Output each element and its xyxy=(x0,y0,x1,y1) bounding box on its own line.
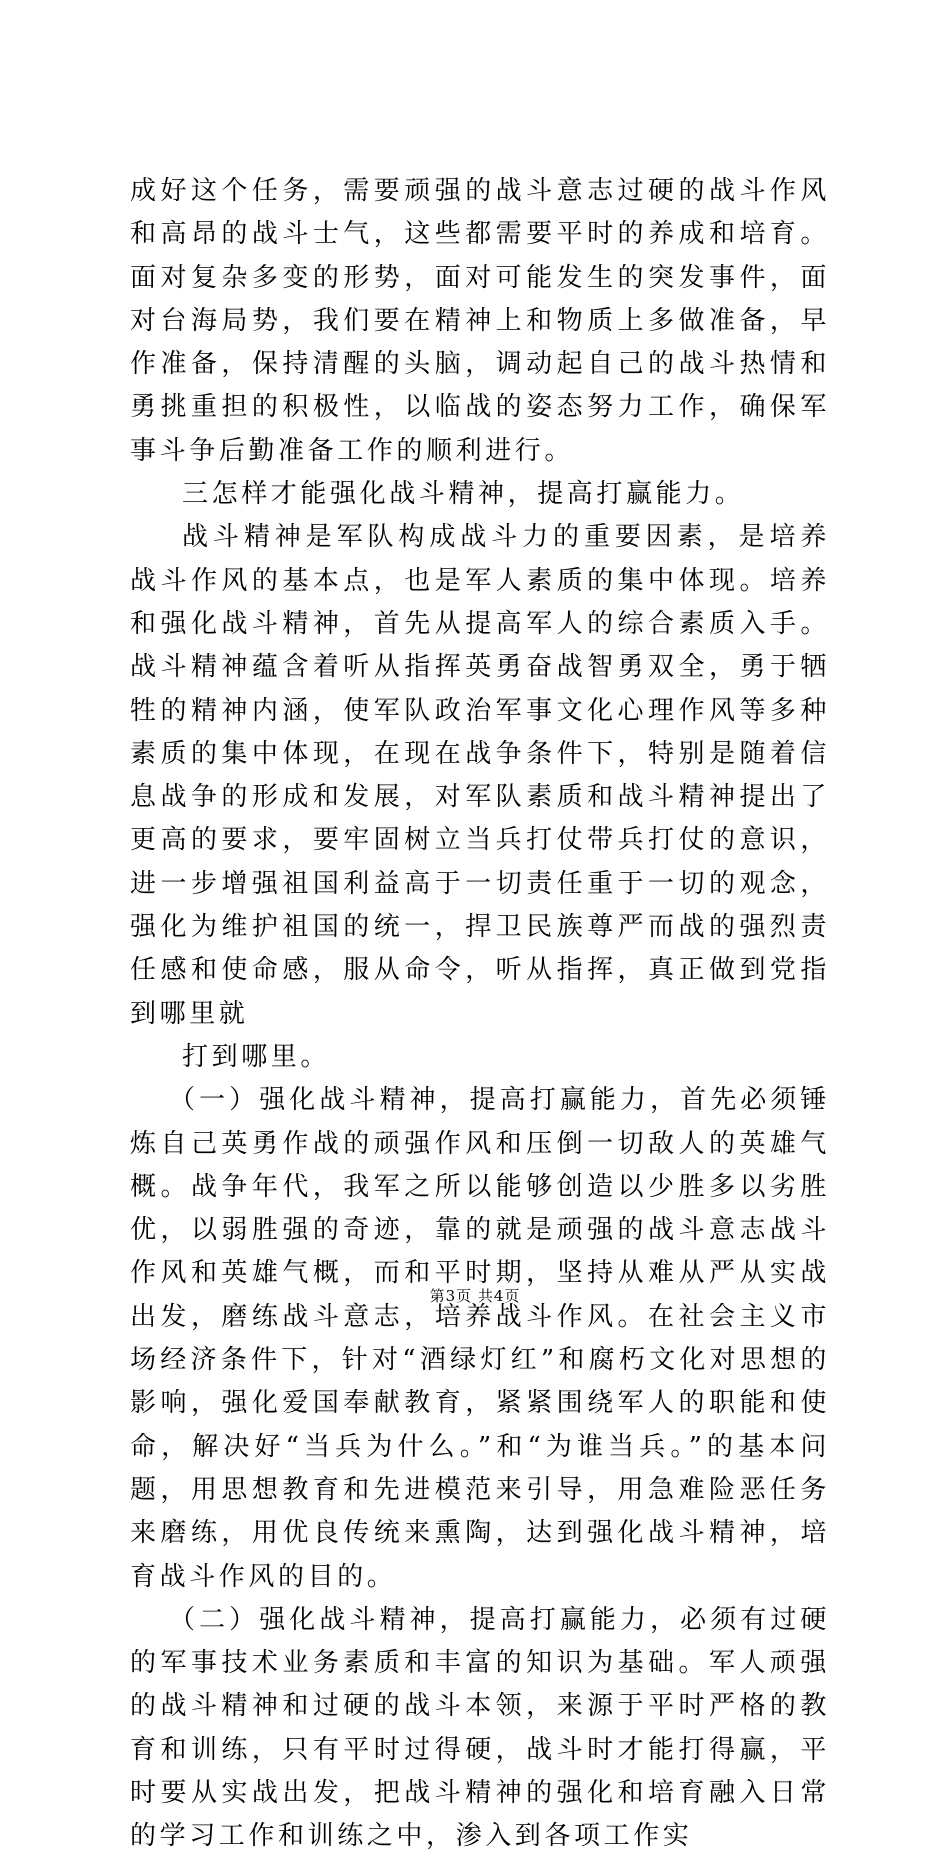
document-body xyxy=(130,170,830,1859)
body-paragraph-continuation: 成好这个任务，需要顽强的战斗意志过硬的战斗作风和高昂的战斗士气，这些都需要平时的养成和培育。面对复杂多变的形势，面对可能发生的突发事件，面对台海局势，我们要在精神上和物质上多做准备，早作准备，保持清醒的头脑，调动起自己的战斗热情和勇挑重担的积极性，以临战的姿态努力工作，确保军事斗争后勤准备工作的顺利进行。 xyxy=(130,176,830,466)
subsection-paragraph-2: （二）强化战斗精神，提高打赢能力，必须有过硬的军事技术业务素质和丰富的知识为基础。军人顽强的战斗精神和过硬的战斗本领，来源于平时严格的教育和训练，只有平时过得硬，战斗时才能打得赢，平时要从实战出发，把战斗精神的强化和培育融入日常的学习工作和训练之中，渗入到各项工作实 xyxy=(130,1604,830,1852)
page-number-footer: 第3页 共4页 xyxy=(429,1287,521,1305)
section-heading-3: 三怎样才能强化战斗精神，提高打赢能力。 xyxy=(182,479,745,510)
body-paragraph: 战斗精神是军队构成战斗力的重要因素，是培养战斗作风的基本点，也是军人素质的集中体现。培养和强化战斗精神，首先从提高军人的综合素质入手。战斗精神蕴含着听从指挥英勇奋战智勇双全，勇于牺牲的精神内涵，使军队政治军事文化心理作风等多种素质的集中体现，在现在战争条件下，特别是随着信息战争的形成和发展，对军队素质和战斗精神提出了更高的要求，要牢固树立当兵打仗带兵打仗的意识，进一步增强祖国利益高于一切责任重于一切的观念，强化为维护祖国的统一，捍卫民族尊严而战的强烈责任感和使命感，服从命令，听从指挥，真正做到党指到哪里就 xyxy=(130,522,830,1029)
body-paragraph-fragment: 打到哪里。 xyxy=(182,1041,331,1072)
subsection-paragraph-1: （一）强化战斗精神，提高打赢能力，首先必须锤炼自己英勇作战的顽强作风和压倒一切敌人的英雄气概。战争年代，我军之所以能够创造以少胜多以劣胜优，以弱胜强的奇迹，靠的就是顽强的战斗意志战斗作风和英雄气概，而和平时期，坚持从难从严从实战出发，磨练战斗意志，培养战斗作风。在社会主义市场经济条件下，针对“酒绿灯红”和腐朽文化对思想的影响，强化爱国奉献教育，紧紧围绕军人的职能和使命，解决好“当兵为什么。”和“为谁当兵。”的基本问题，用思想教育和先进模范来引导，用急难险恶任务来磨练，用优良传统来熏陶，达到强化战斗精神，培育战斗作风的目的。 xyxy=(130,1085,830,1592)
